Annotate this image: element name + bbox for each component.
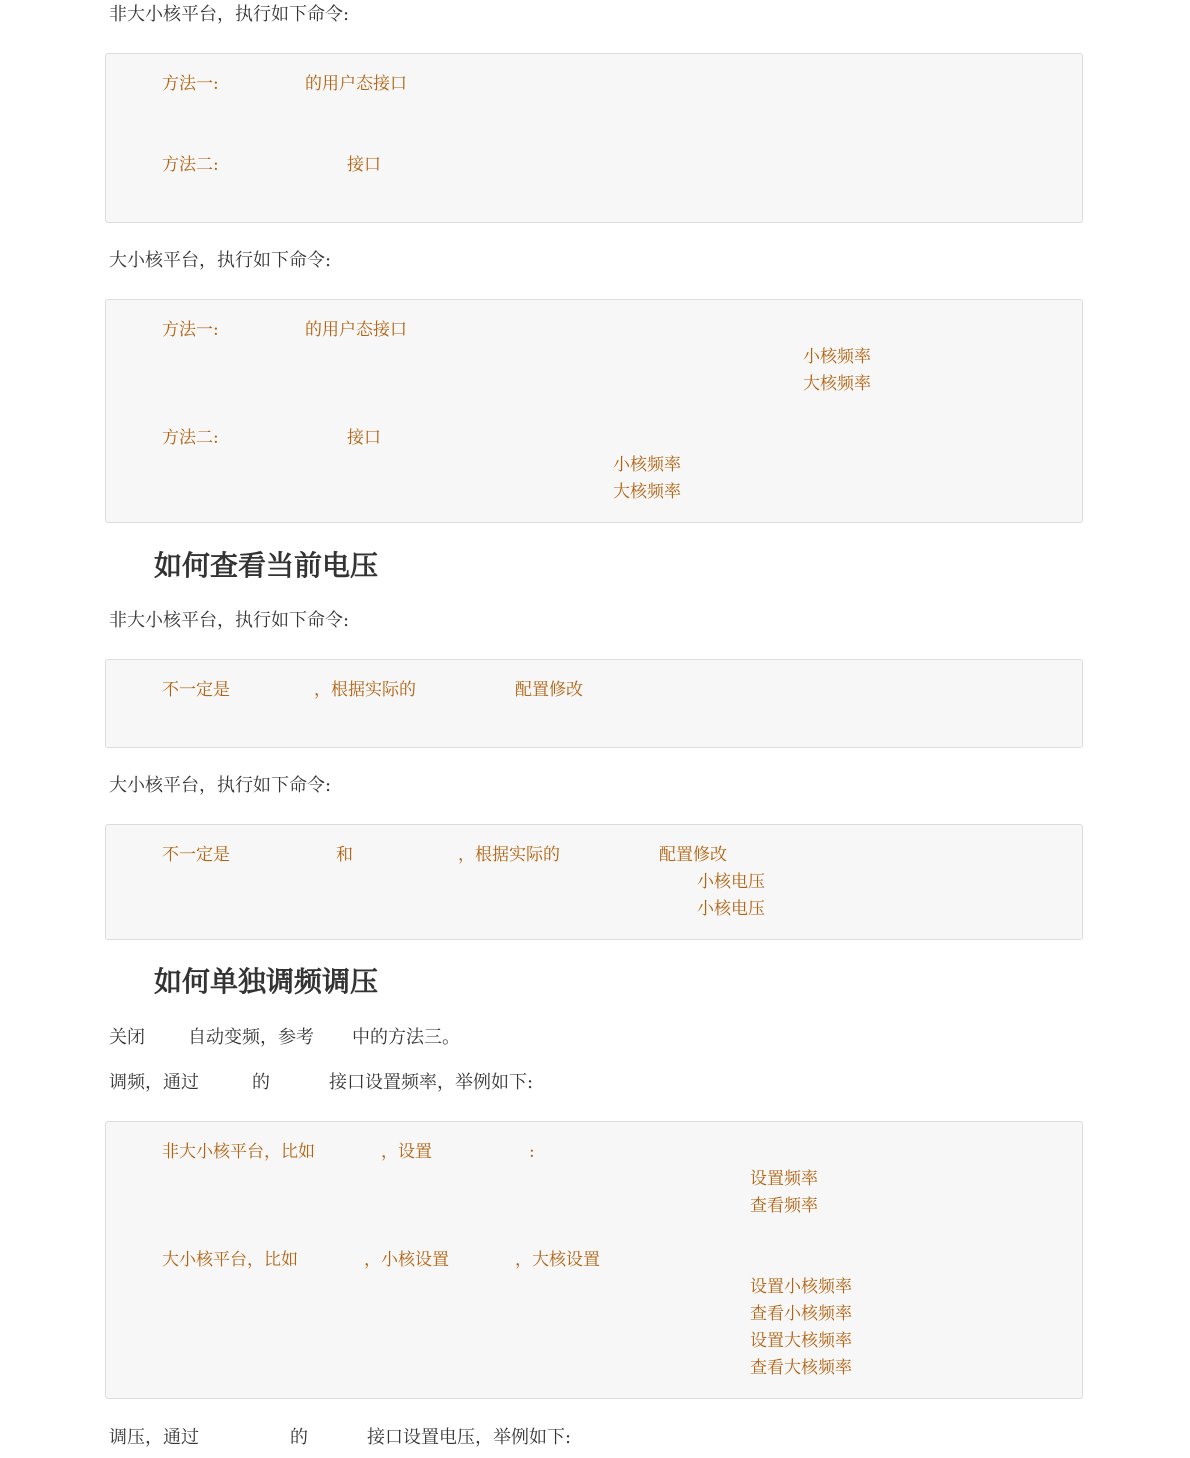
code-comment-part: ，设置 bbox=[381, 1142, 432, 1162]
code-comment-small-core-freq: 小核频率 bbox=[613, 455, 681, 475]
code-comment-big-core-freq: 大核频率 bbox=[803, 374, 871, 394]
code-comment-set-big-freq: 设置大核频率 bbox=[750, 1331, 852, 1351]
code-comment-part: 不一定是 bbox=[162, 845, 230, 865]
code-comment-set-freq: 设置频率 bbox=[750, 1169, 818, 1189]
code-comment-method2-note: 接口 bbox=[347, 428, 381, 448]
paragraph-biglittle-freq: 大小核平台，执行如下命令: bbox=[109, 250, 332, 271]
code-block-freq-nonbiglittle bbox=[105, 53, 1083, 223]
code-comment-method1-label: 方法一: bbox=[162, 74, 219, 94]
heading-view-voltage: 如何查看当前电压 bbox=[154, 549, 379, 582]
text-segment: 接口设置频率，举例如下: bbox=[329, 1072, 534, 1093]
code-block-set-freq bbox=[105, 1121, 1083, 1399]
code-comment-method1-label: 方法一: bbox=[162, 320, 219, 340]
text-segment: 中的方法三。 bbox=[352, 1027, 460, 1048]
text-segment: 接口设置电压，举例如下: bbox=[367, 1427, 572, 1448]
code-block-freq-biglittle bbox=[105, 299, 1083, 523]
code-comment-method2-label: 方法二: bbox=[162, 428, 219, 448]
code-comment-method1-note: 的用户态接口 bbox=[305, 74, 407, 94]
code-comment-part: 非大小核平台，比如 bbox=[162, 1142, 315, 1162]
code-comment-part: ，根据实际的 bbox=[314, 680, 416, 700]
code-comment-view-small-freq: 查看小核频率 bbox=[750, 1304, 852, 1324]
paragraph-nonbiglittle-freq: 非大小核平台，执行如下命令: bbox=[109, 4, 350, 25]
text-segment: 的 bbox=[252, 1072, 270, 1093]
code-comment-method1-note: 的用户态接口 bbox=[305, 320, 407, 340]
code-comment-small-core-voltage: 小核电压 bbox=[697, 872, 765, 892]
code-comment-part: : bbox=[529, 1142, 535, 1162]
code-comment-part: 配置修改 bbox=[515, 680, 583, 700]
text-segment: 调频，通过 bbox=[109, 1072, 199, 1093]
code-comment-part: 配置修改 bbox=[659, 845, 727, 865]
code-comment-part: 和 bbox=[336, 845, 353, 865]
paragraph-biglittle-voltage: 大小核平台，执行如下命令: bbox=[109, 775, 332, 796]
code-comment-part: ，小核设置 bbox=[364, 1250, 449, 1270]
text-segment: 调压，通过 bbox=[109, 1427, 199, 1448]
code-comment-method2-label: 方法二: bbox=[162, 155, 219, 175]
code-comment-part: 大小核平台，比如 bbox=[162, 1250, 298, 1270]
text-segment: 自动变频，参考 bbox=[188, 1027, 314, 1048]
code-comment-small-core-voltage: 小核电压 bbox=[697, 899, 765, 919]
code-comment-method2-note: 接口 bbox=[347, 155, 381, 175]
heading-manual-adjust: 如何单独调频调压 bbox=[154, 965, 379, 998]
code-comment-part: ，根据实际的 bbox=[458, 845, 560, 865]
code-comment-part: 不一定是 bbox=[162, 680, 230, 700]
code-comment-big-core-freq: 大核频率 bbox=[613, 482, 681, 502]
code-block-voltage-biglittle bbox=[105, 824, 1083, 940]
code-comment-view-freq: 查看频率 bbox=[750, 1196, 818, 1216]
paragraph-nonbiglittle-voltage: 非大小核平台，执行如下命令: bbox=[109, 610, 350, 631]
code-comment-small-core-freq: 小核频率 bbox=[803, 347, 871, 367]
text-segment: 关闭 bbox=[109, 1027, 145, 1048]
text-segment: 的 bbox=[290, 1427, 308, 1448]
code-comment-set-small-freq: 设置小核频率 bbox=[750, 1277, 852, 1297]
code-comment-view-big-freq: 查看大核频率 bbox=[750, 1358, 852, 1378]
code-comment-part: ，大核设置 bbox=[515, 1250, 600, 1270]
code-block-voltage-nonbiglittle bbox=[105, 659, 1083, 748]
